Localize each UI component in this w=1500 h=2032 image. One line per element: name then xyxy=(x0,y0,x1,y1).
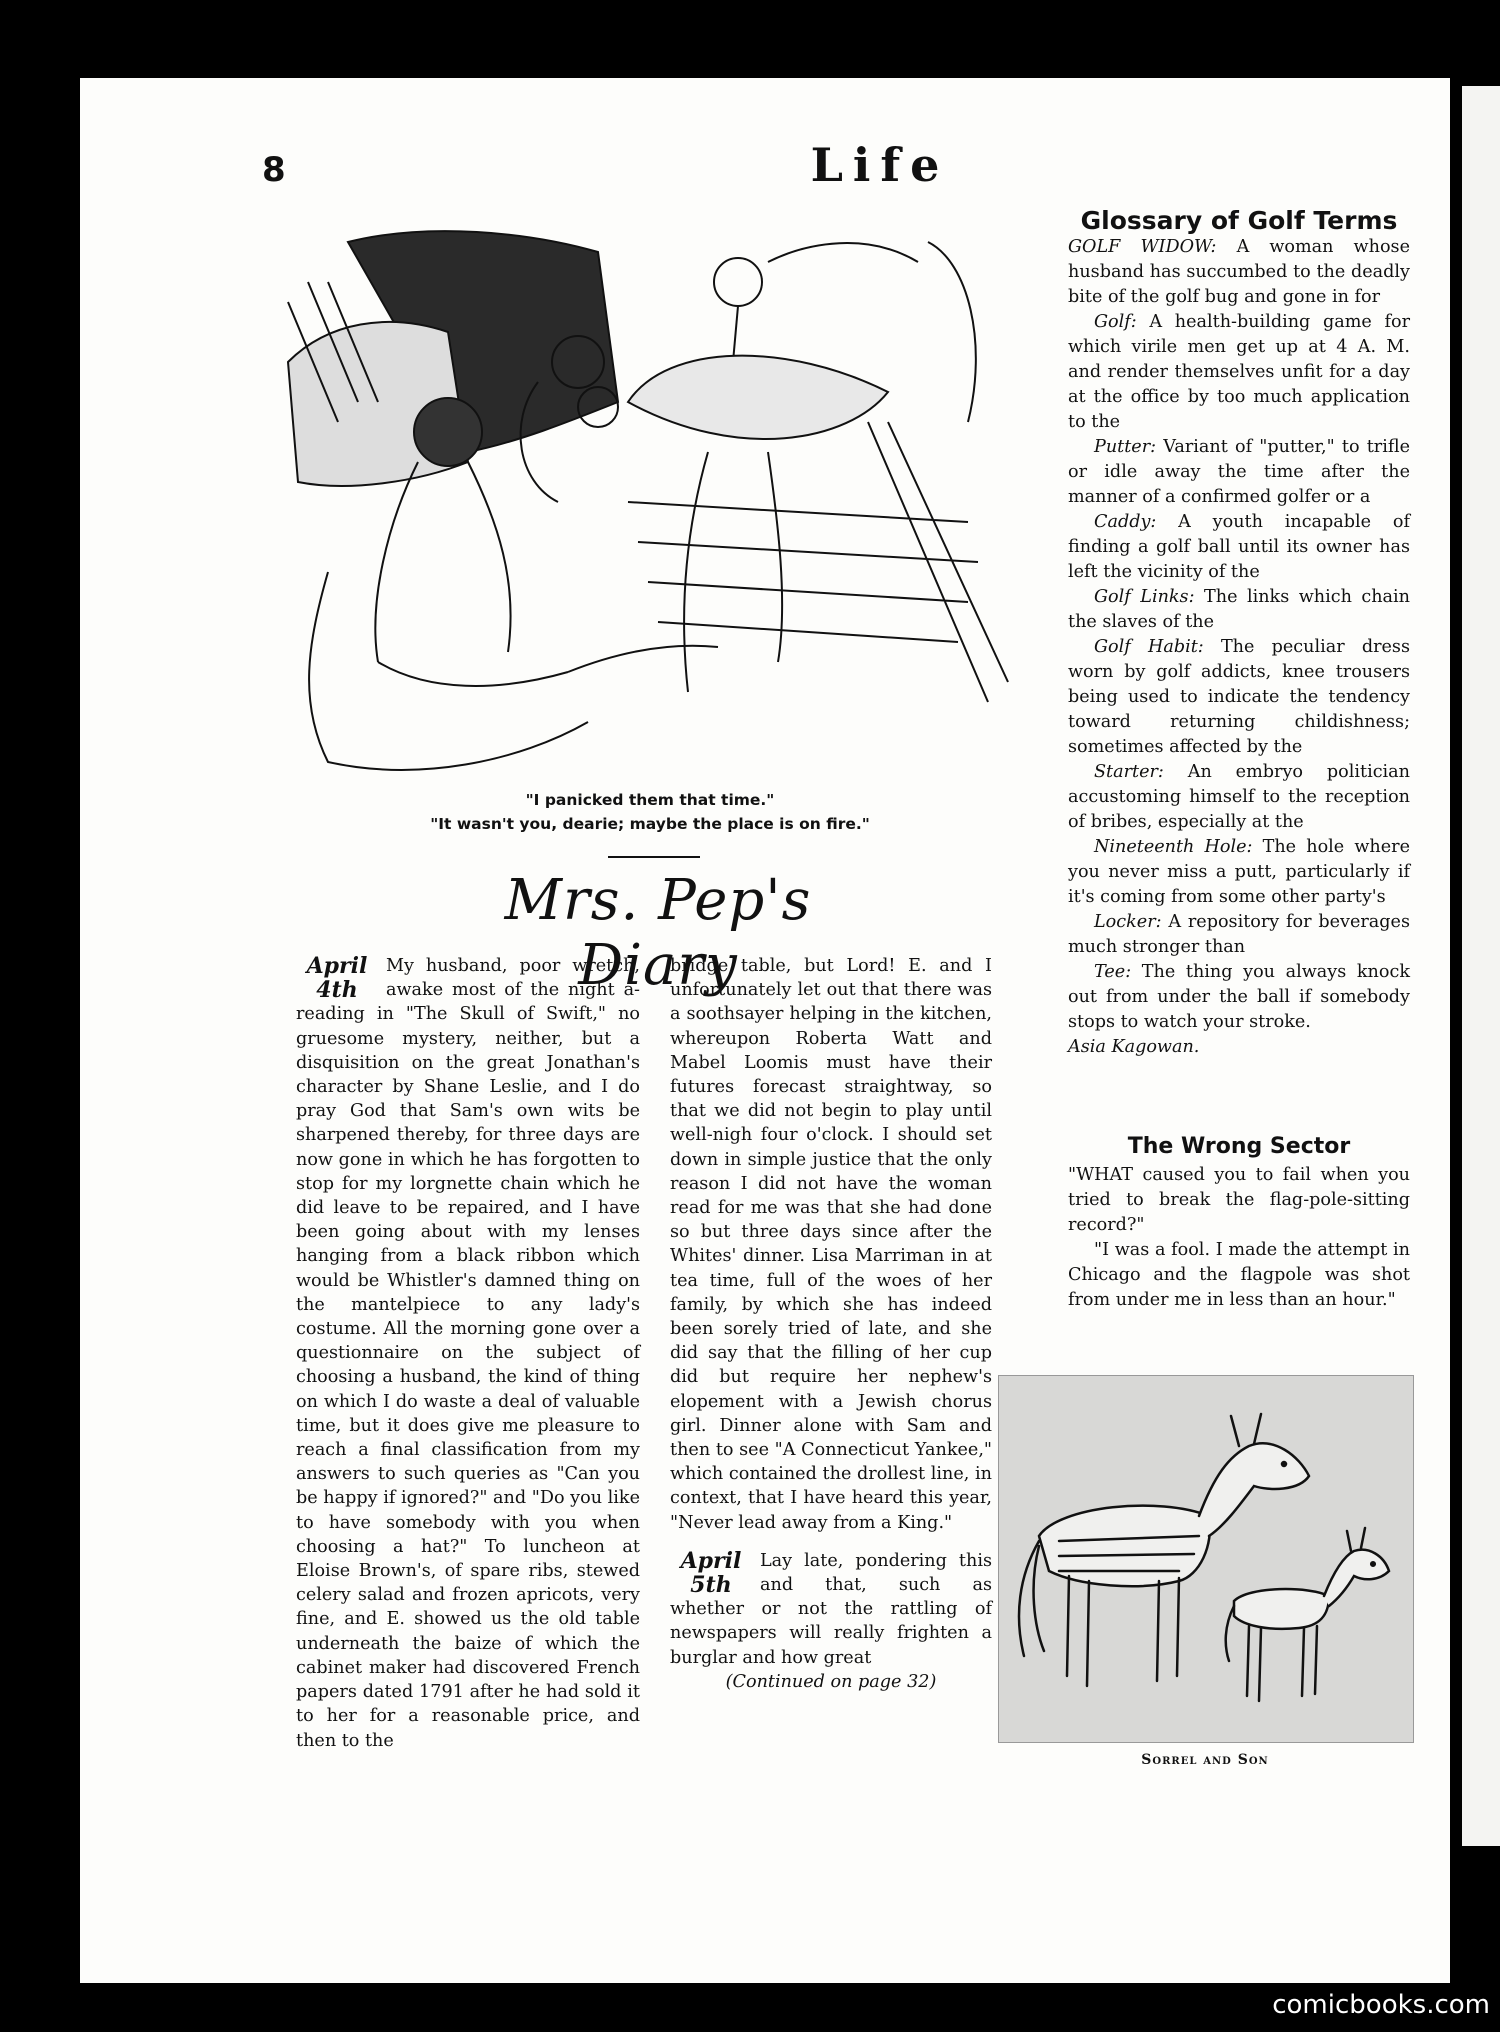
glossary-definition: The peculiar dress worn by golf addicts, knee trousers being used to indicate the tendency toward returning childishness; sometimes affected by the xyxy=(1068,637,1410,757)
diary-column-2 xyxy=(670,954,1004,1694)
diary-title: Mrs. Pep's Diary xyxy=(504,868,812,998)
watermark: comicbooks.com xyxy=(1272,1990,1490,2020)
glossary-term: Tee: xyxy=(1094,962,1132,982)
section-divider xyxy=(608,856,700,858)
diary-entry-text: My husband, poor wretch, awake most of the night a-reading in "The Skull of Swift," no gruesome mystery, neither, but a disquisition on the great Jonathan's character by Shane Leslie, and I do pray God that Sam's own wits be sharpened thereby, for three days are now gone in which he has forgotten to stop for my lorgnette chain which he did leave to be repaired, and I have been going about with my lenses hanging from a black ribbon which would be Whistler's damned thing on the mantelpiece to any lady's costume. All the morning gone over a questionnaire on the subject of choosing a husband, the kind of thing on which I do waste a deal of valuable time, but it does give me pleasure to reach a final classification from my answers to such queries as "Can you be happy if ignored?" and "Do you like to have somebody with you when choosing a hat?" To luncheon at Eloise Brown's, of spare ribs, stewed celery salad and frozen apricots, very fine, and E. showed us the old table underneath the baize of which the cabinet maker had discovered French papers dated 1791 after he had sold it to her for a reasonable price, and then to the xyxy=(296,956,640,1751)
cartoon-caption xyxy=(300,788,1000,836)
caption-line-2: "It wasn't you, dearie; maybe the place is on fire." xyxy=(430,815,870,833)
glossary-definition: A woman whose husband has succumbed to the deadly bite of the golf bug and gone in for xyxy=(1068,237,1410,307)
wrong-sector-question: "WHAT caused you to fail when you tried to break the flag-pole-sitting record?" xyxy=(1068,1165,1410,1235)
glossary-term: Locker: xyxy=(1094,912,1162,932)
horse-cartoon xyxy=(998,1375,1414,1743)
entry-date-april-5 xyxy=(670,1549,752,1597)
glossary-entry xyxy=(1068,635,1410,760)
cartoon-illustration xyxy=(268,222,1018,772)
glossary-entry xyxy=(1068,510,1410,585)
glossary-definition: A health-building game for which virile men get up at 4 A. M. and render themselves unfit for a day at the office by too much application to the xyxy=(1068,312,1410,432)
glossary-entry xyxy=(1068,585,1410,635)
date-day: 4th xyxy=(316,977,358,1003)
page-number: 8 xyxy=(262,150,286,190)
glossary-term: Starter: xyxy=(1094,762,1164,782)
diary-entry-text-continued: bridge table, but Lord! E. and I unfortunately let out that there was a soothsayer helping in the kitchen, whereupon Roberta Watt and Mabel Loomis must have their futures forecast straightway, so that we did not begin to play until well-nigh four o'clock. I should set down in simple justice that the only reason I did not have the woman read for me was that she had done so but three days since after the Whites' dinner. Lisa Marriman in at tea time, full of the woes of her family, by which she has indeed been sorely tried of late, and she did say that the filling of her cup did but require her nephew's elopement with a Jewish chorus girl. Dinner alone with Sam and then to see "A Connecticut Yankee," which contained the drollest line, in context, that I have heard this year, "Never lead away from a King." xyxy=(670,956,992,1533)
diary-column-1 xyxy=(296,954,640,1753)
glossary-section xyxy=(1068,208,1410,1060)
glossary-entry xyxy=(1068,960,1410,1035)
diary-entry-2-text: Lay late, pondering this and that, such as whether or not the rattling of newspapers will really frighten a burglar and how great xyxy=(670,1550,992,1668)
glossary-author: Asia Kagowan. xyxy=(1068,1037,1200,1057)
glossary-entry xyxy=(1068,760,1410,835)
glossary-entry xyxy=(1068,235,1410,310)
caption-line-1: "I panicked them that time." xyxy=(525,791,775,809)
wrong-sector-section xyxy=(1068,1134,1410,1313)
glossary-entry xyxy=(1068,310,1410,435)
glossary-definition: A youth incapable of finding a golf ball until its owner has left the vicinity of the xyxy=(1068,512,1410,582)
glossary-term: Nineteenth Hole: xyxy=(1094,837,1253,857)
horse-cartoon-caption: Sorrel and Son xyxy=(1141,1752,1269,1768)
glossary-definition: The thing you always knock out from under the ball if somebody stops to watch your stroke. xyxy=(1068,962,1410,1032)
continued-note: (Continued on page 32) xyxy=(725,1671,937,1692)
masthead: Life xyxy=(810,138,950,192)
glossary-definition: The links which chain the slaves of the xyxy=(1068,587,1410,632)
adjacent-page-edge xyxy=(1462,86,1500,1846)
glossary-term: Caddy: xyxy=(1094,512,1157,532)
wrong-sector-answer: "I was a fool. I made the attempt in Chicago and the flagpole was shot from under me in less than an hour." xyxy=(1068,1240,1410,1310)
glossary-entry xyxy=(1068,910,1410,960)
glossary-definition: Variant of "putter," to trifle or idle away the time after the manner of a confirmed golfer or a xyxy=(1068,437,1410,507)
glossary-definition: An embryo politician accustoming himself to the reception of bribes, especially at the xyxy=(1068,762,1410,832)
wrong-sector-title: The Wrong Sector xyxy=(1127,1134,1351,1159)
glossary-definition: A repository for beverages much stronger than xyxy=(1068,912,1410,957)
glossary-entry xyxy=(1068,435,1410,510)
glossary-term: GOLF WIDOW: xyxy=(1068,237,1217,257)
horse-drawing xyxy=(999,1376,1413,1742)
glossary-title: Glossary of Golf Terms xyxy=(1080,206,1398,235)
entry-date-april-4 xyxy=(296,954,378,1002)
date-day: 5th xyxy=(690,1571,732,1598)
glossary-term: Putter: xyxy=(1094,437,1157,457)
date-month: April xyxy=(306,953,368,979)
glossary-term: Golf: xyxy=(1094,312,1137,332)
glossary-definition: The hole where you never miss a putt, particularly if it's coming from some other party's xyxy=(1068,837,1410,907)
glossary-entry xyxy=(1068,835,1410,910)
glossary-term: Golf Habit: xyxy=(1094,637,1204,657)
glossary-term: Golf Links: xyxy=(1094,587,1195,607)
date-month: April xyxy=(680,1547,742,1574)
